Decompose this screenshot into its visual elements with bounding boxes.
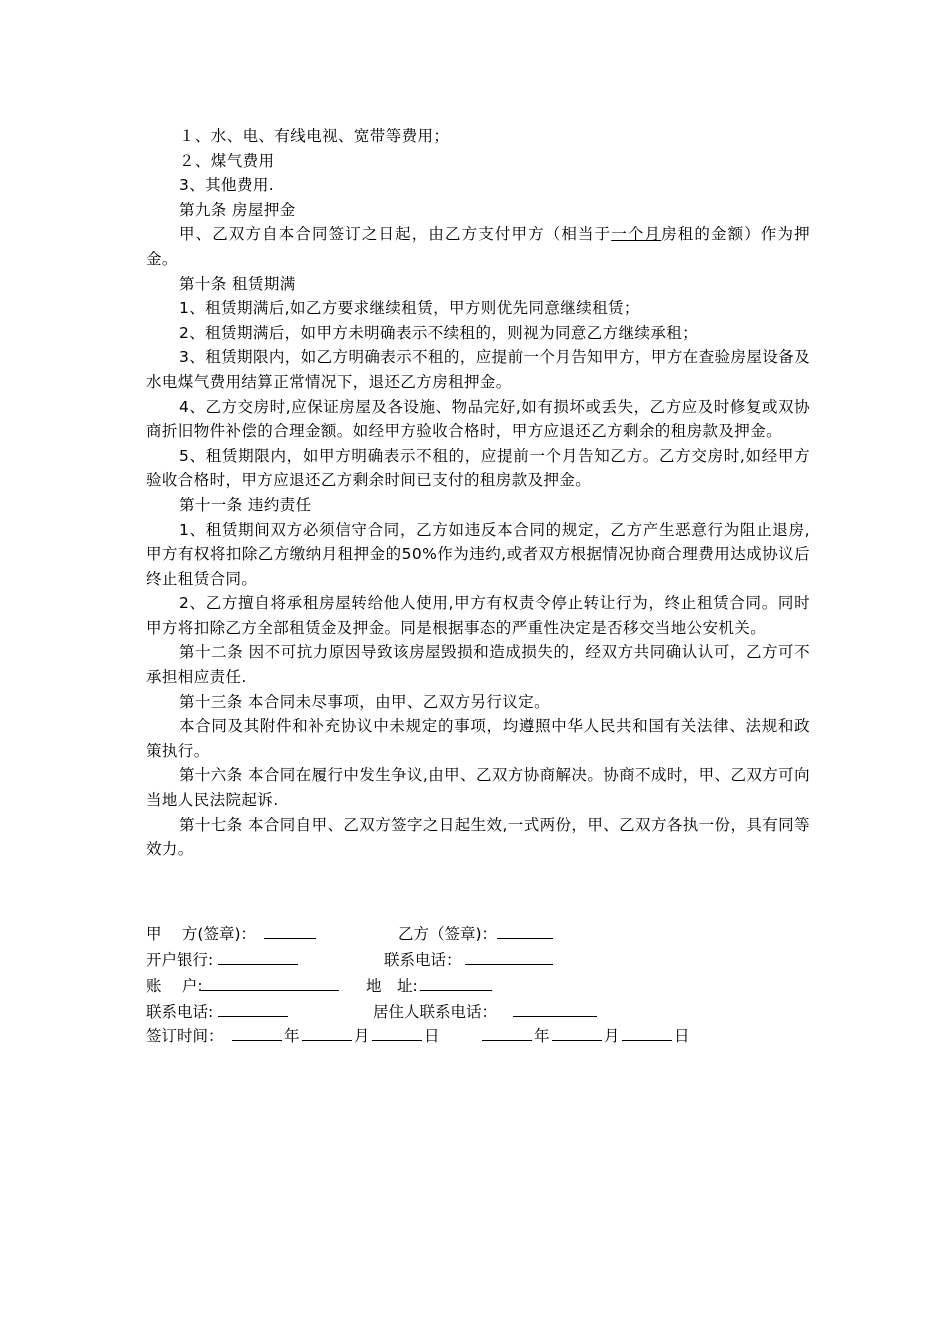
month-blank-a[interactable]	[302, 1026, 352, 1041]
contact-phone-a-label: 联系电话:	[146, 1003, 214, 1021]
bank-blank[interactable]	[218, 950, 298, 965]
month-label: 月	[354, 1027, 370, 1045]
paragraph: 第十三条 本合同未尽事项，由甲、乙双方另行议定。	[179, 692, 551, 711]
day-label: 日	[424, 1027, 440, 1045]
paragraph: 1、租赁期满后,如乙方要求继续租赁，甲方则优先同意继续租赁；	[179, 299, 640, 318]
year-label: 年	[534, 1027, 550, 1045]
resident-phone-label: 居住人联系电话：	[373, 1003, 498, 1021]
party-b-sign-blank[interactable]	[497, 924, 553, 939]
paragraph: 1、租赁期间双方必须信守合同，乙方如违反本合同的规定，乙方产生恶意行为阻止退房,甲方有权将扣除乙方缴纳月租押金的50%作为违约,或者双方根据情况协商合理费用达成协议后终止租赁合同。	[146, 520, 810, 588]
month-blank-b[interactable]	[552, 1026, 602, 1041]
text-span: 房租的金额）作为押金。	[146, 225, 811, 268]
party-b-sign-label: 乙方（签章)：	[398, 925, 498, 943]
contact-phone-b-label: 联系电话：	[384, 951, 462, 969]
address-blank[interactable]	[420, 976, 492, 991]
section-heading: 第十一条 违约责任	[179, 495, 312, 514]
paragraph: 2、租赁期满后，如甲方未明确表示不续租的，则视为同意乙方继续承租；	[179, 323, 699, 342]
month-label: 月	[604, 1027, 620, 1045]
year-label: 年	[284, 1027, 300, 1045]
account-blank[interactable]	[201, 976, 339, 991]
paragraph: 5、租赁期限内，如甲方明确表示不租的，应提前一个月告知乙方。乙方交房时,如经甲方验收合格时，甲方应退还乙方剩余时间已支付的租房款及押金。	[146, 446, 810, 490]
text-span: 甲、乙双方自本合同签订之日起，由乙方支付甲方（相当于	[179, 225, 612, 244]
paragraph: 3、租赁期限内，如乙方明确表示不租的，应提前一个月告知甲方，甲方在查验房屋设备及水电煤气费用结算正常情况下，退还乙方房租押金。	[146, 348, 810, 391]
paragraph: 第十二条 因不可抗力原因导致该房屋毁损和造成损失的，经双方共同确认认可，乙方可不承担相应责任.	[146, 643, 810, 687]
address-label: 地 址:	[366, 977, 418, 995]
party-a-sign-label: 甲 方(签章)：	[146, 925, 257, 943]
paragraph: 第十六条 本合同在履行中发生争议,由甲、乙双方协商解决。协商不成时，甲、乙双方可向当地人民法院起诉.	[146, 766, 810, 810]
paragraph: 本合同及其附件和补充协议中未规定的事项，均遵照中华人民共和国有关法律、法规和政策执行。	[146, 717, 810, 760]
contact-phone-b-blank[interactable]	[465, 950, 553, 965]
day-label: 日	[674, 1027, 690, 1045]
section-heading: 第十条 租赁期满	[179, 274, 296, 293]
paragraph: 2、乙方擅自将承租房屋转给他人使用,甲方有权责令停止转让行为，终止租赁合同。同时甲方将扣除乙方全部租赁金及押金。同是根据事态的严重性决定是否移交当地公安机关。	[146, 594, 810, 637]
paragraph: 第十七条 本合同自甲、乙双方签字之日起生效,一式两份，甲、乙双方各执一份，具有同等效力。	[146, 815, 810, 859]
section-heading: 第九条 房屋押金	[179, 200, 296, 219]
paragraph: １、水、电、有线电视、宽带等费用；	[179, 127, 450, 145]
underlined-term: 一个月	[611, 225, 662, 244]
contract-body	[146, 124, 810, 862]
party-a-sign-blank[interactable]	[264, 924, 316, 939]
day-blank-b[interactable]	[622, 1026, 672, 1041]
bank-label: 开户银行:	[146, 951, 214, 969]
day-blank-a[interactable]	[372, 1026, 422, 1041]
paragraph: 4、乙方交房时,应保证房屋及各设施、物品完好,如有损坏或丢失，乙方应及时修复或双协商折旧物件补偿的合理金额。如经甲方验收合格时，甲方应退还乙方剩余的租房款及押金。	[146, 397, 810, 441]
contact-phone-a-blank[interactable]	[218, 1002, 288, 1017]
year-blank-a[interactable]	[232, 1026, 282, 1041]
sign-time-label: 签订时间：	[146, 1027, 224, 1045]
paragraph: 3、其他费用.	[179, 176, 275, 195]
year-blank-b[interactable]	[482, 1026, 532, 1041]
paragraph: ２、煤气费用	[179, 151, 275, 170]
resident-phone-blank[interactable]	[513, 1002, 597, 1017]
paragraph	[146, 222, 810, 271]
account-label: 账 户:	[146, 977, 203, 995]
